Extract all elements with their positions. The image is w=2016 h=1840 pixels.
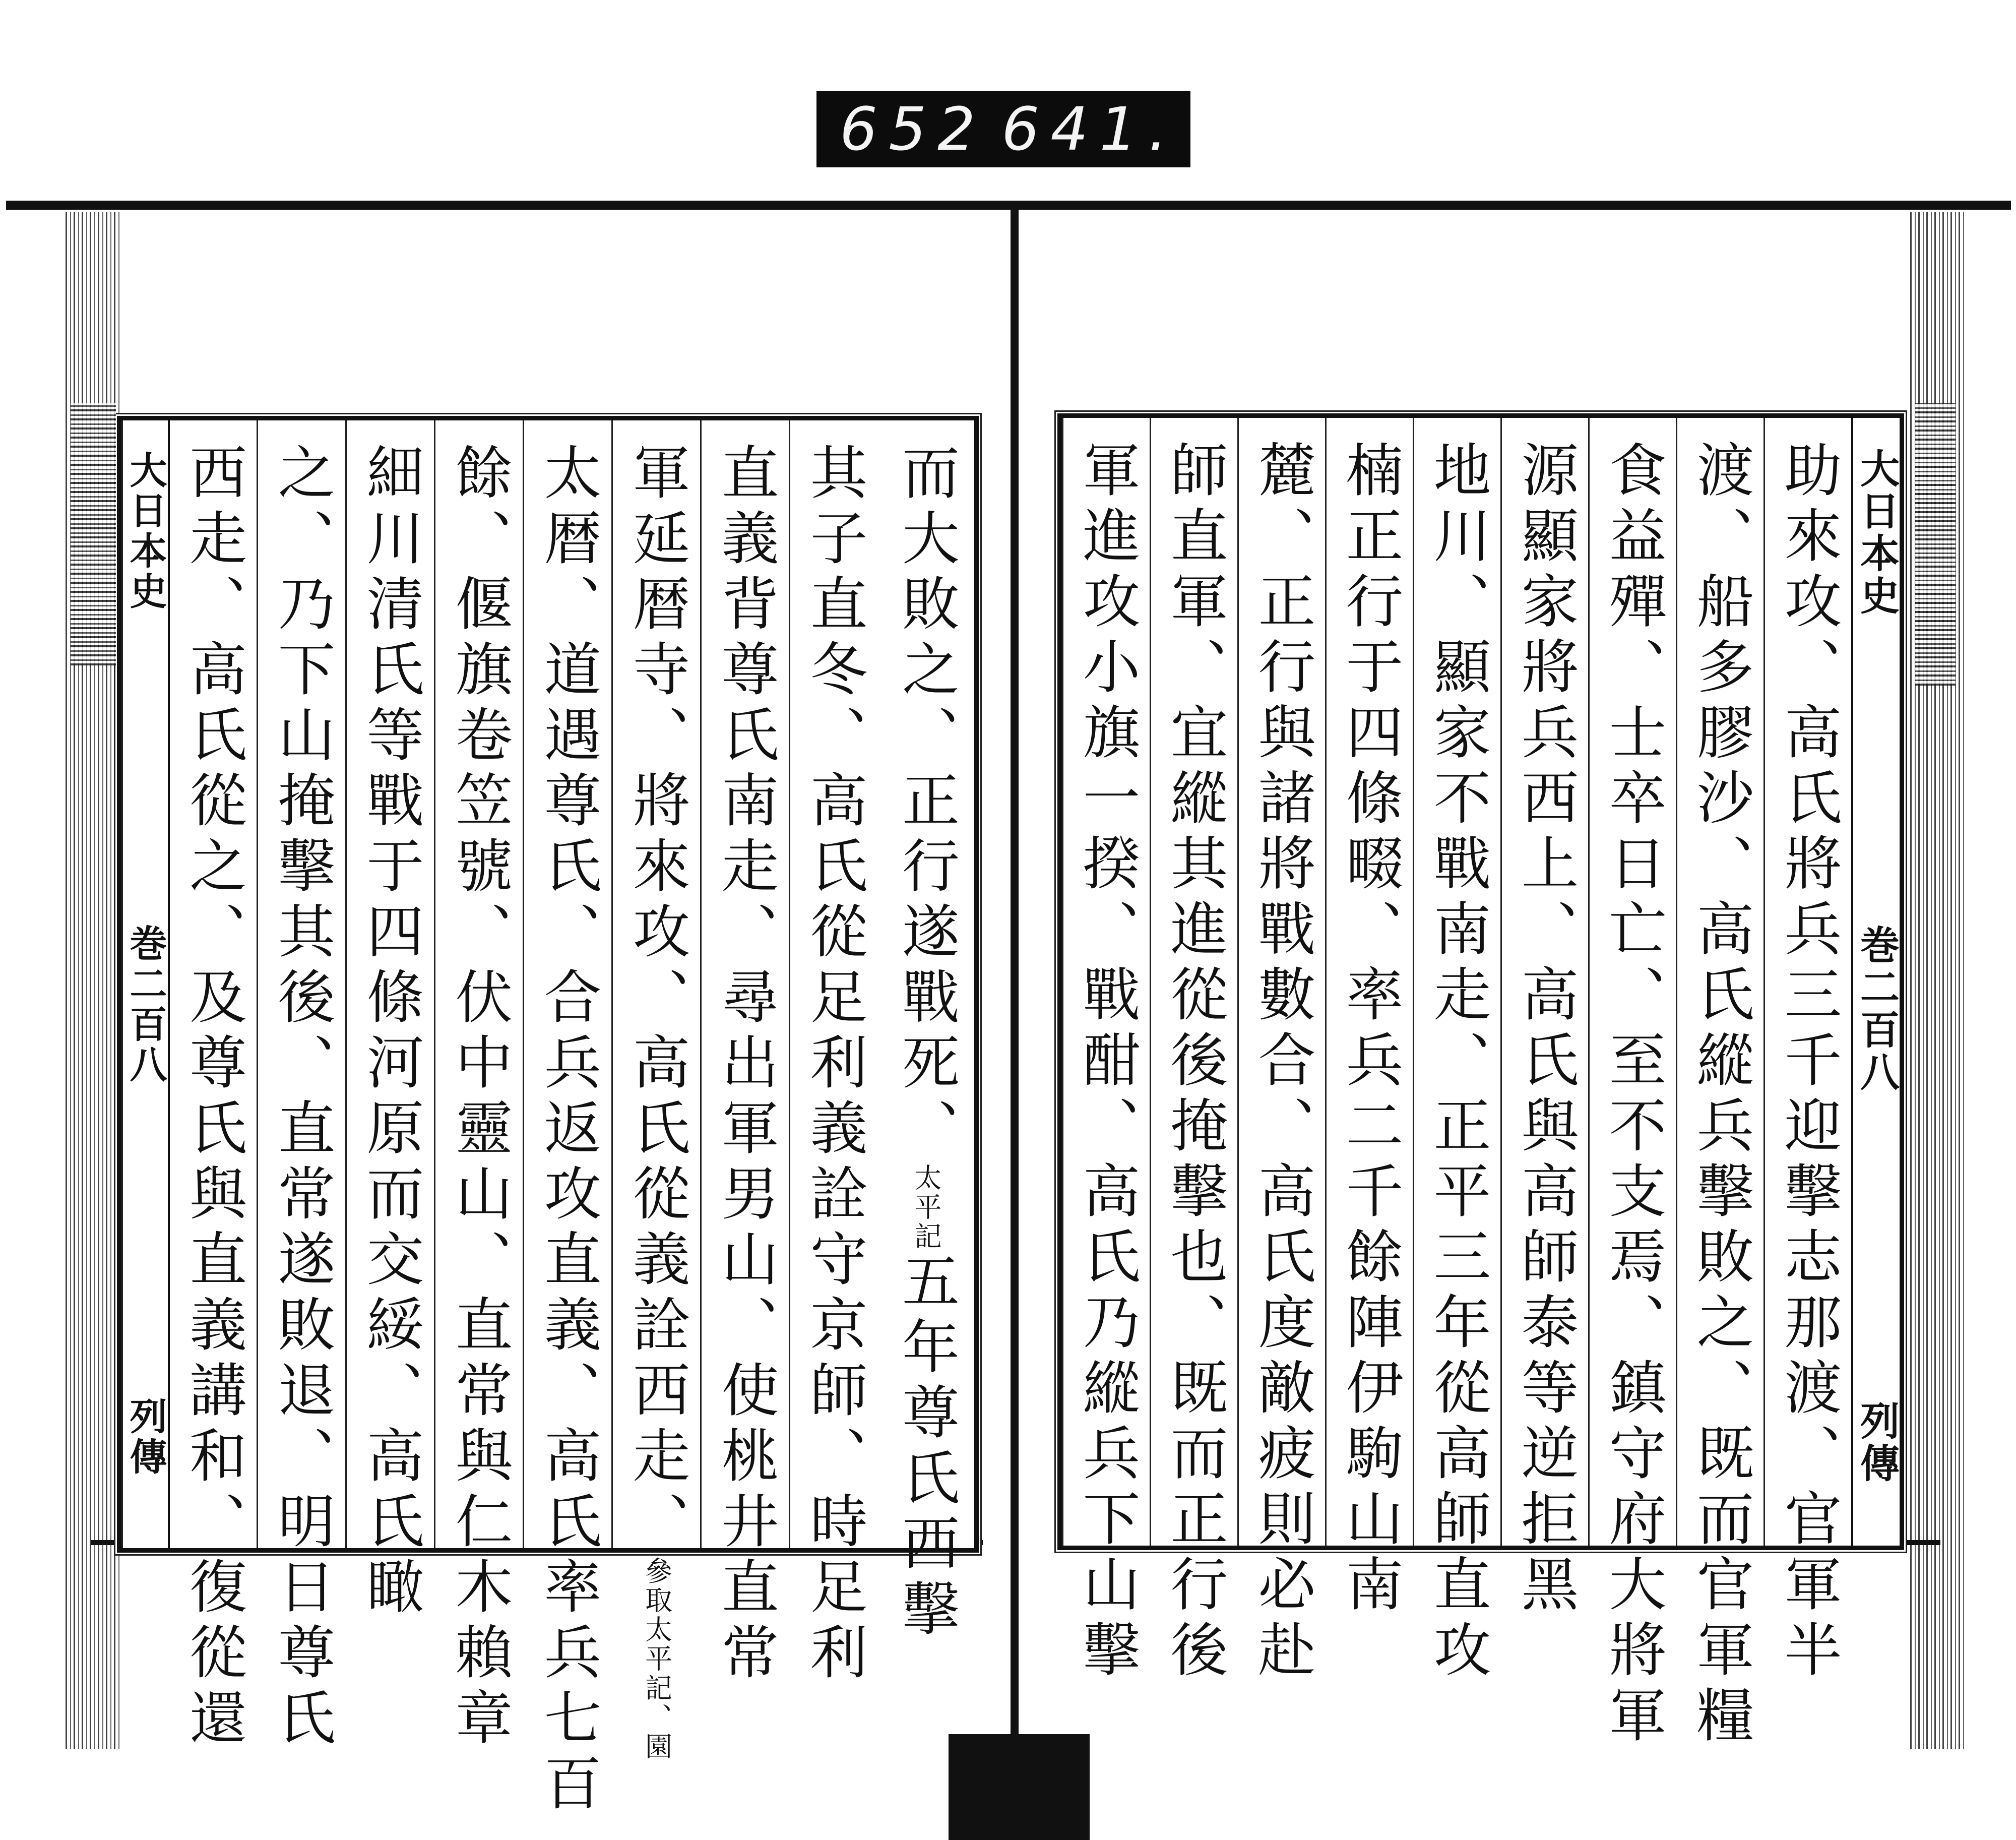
header-volume: 巻二百八 — [123, 924, 167, 1085]
right-header-smudge — [1915, 403, 1956, 686]
text-column: 源顯家將兵西上、高氏與高師泰等逆拒黑 — [1500, 418, 1588, 1546]
text-column: 西走、高氏從之、及尊氏與直義講和、復從還 — [168, 420, 257, 1548]
left-header-smudge — [71, 403, 116, 665]
text-column: 食益殫、士卒日亡、至不支焉、鎮守府大將軍 — [1588, 418, 1676, 1546]
inline-note: 太平記 — [910, 1163, 942, 1251]
text-column: 而大敗之、正行遂戰死、 太平記 五年尊氏西擊 — [893, 443, 960, 1644]
top-frame-line — [6, 201, 2011, 210]
text-column: 之、乃下山掩擊其後、直常遂敗退、明日尊氏 — [257, 420, 345, 1548]
text-column: 細川清氏等戰于四條河原而交綏、高氏瞰 — [345, 420, 434, 1548]
text-column: 其子直冬、高氏從足利義詮守京師、時足利 — [789, 420, 877, 1548]
page-header-column — [121, 420, 168, 1548]
header-section: 列傳 — [1854, 1400, 1900, 1485]
text-column: 軍進攻小旗一揆、戰酣、高氏乃縱兵下山擊 — [1062, 418, 1150, 1546]
text-column: 直義背尊氏南走、尋出軍男山、使桃井直常 — [700, 420, 789, 1548]
text-column: 助來攻、高氏將兵三千迎擊志那渡、官軍半 — [1763, 418, 1851, 1546]
header-section: 列傳 — [123, 1397, 167, 1478]
text-column: 師直軍、宜縱其進從後掩擊也、既而正行後 — [1150, 418, 1237, 1546]
page-number-tab — [816, 91, 1190, 167]
right-page-number: 641. — [1001, 94, 1178, 164]
text-column: 麓、正行與諸將戰數合、高氏度敵疲則必赴 — [1237, 418, 1325, 1546]
text-column: 太暦、道遇尊氏、合兵返攻直義、高氏率兵七百 — [523, 420, 611, 1548]
inline-note: 參取太平記、園 — [641, 1557, 673, 1761]
text-column: 軍延暦寺、將來攻、高氏從義詮西走、 參取太平記、園 — [611, 420, 700, 1548]
left-page-number: 652 — [840, 94, 987, 164]
text-column: 渡、船多膠沙、高氏縱兵擊敗之、既而官軍糧 — [1676, 418, 1763, 1546]
text-column: 餘、偃旗卷笠號、伏中靈山、直常與仁木賴章 — [434, 420, 523, 1548]
book-spine — [1011, 202, 1019, 1805]
header-title: 大日本史 — [123, 451, 167, 612]
text-column: 楠正行于四條畷、率兵二千餘陣伊駒山南 — [1325, 418, 1413, 1546]
text-column: 地川、顯家不戰南走、正平三年從高師直攻 — [1413, 418, 1500, 1546]
header-title: 大日本史 — [1854, 448, 1900, 618]
right-page-text-panel — [1057, 413, 1904, 1751]
header-volume: 巻二百八 — [1854, 924, 1900, 1094]
left-page-text-panel — [117, 416, 979, 1819]
spine-tab — [949, 1734, 1090, 1840]
page-header-column — [1851, 418, 1900, 1546]
